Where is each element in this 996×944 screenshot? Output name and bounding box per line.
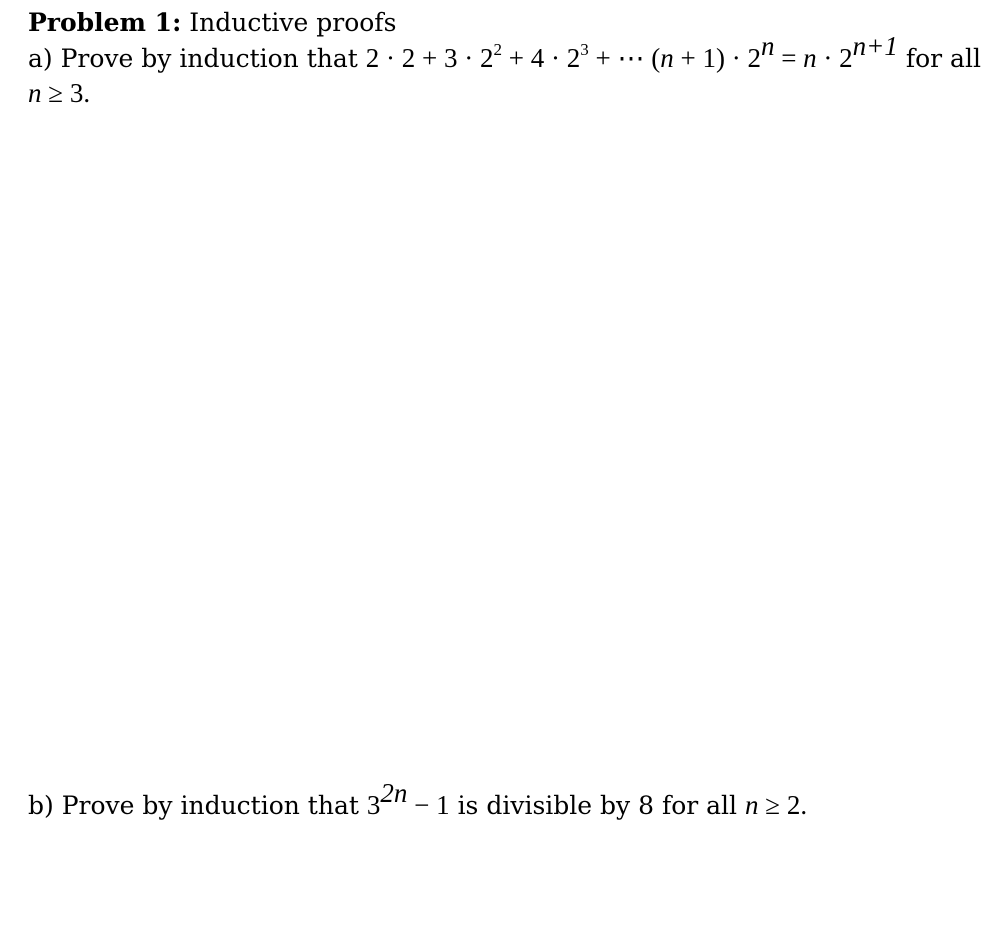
part-a-statement xyxy=(28,31,981,74)
problem-heading xyxy=(28,8,396,38)
part-a-label: a) Prove by induction that xyxy=(28,44,358,73)
problem-title: Inductive proofs xyxy=(189,8,397,37)
part-a-answer-space xyxy=(28,118,968,778)
part-b-label: b) Prove by induction that xyxy=(28,791,359,820)
part-b-middle: is divisible by 8 for all xyxy=(457,791,738,820)
ellipsis: ⋯ xyxy=(617,43,645,73)
problem-number: Problem 1: xyxy=(28,8,182,37)
part-b-statement: b) Prove by induction that $3^{2n} - 1$ is divisible by 8 for all n ≥ 2. xyxy=(28,778,808,820)
part-a-term-1: $2 \cdot 2 + 3 \cdot 2^2 + 4 \cdot 2^3$ + ⋯ $(n + 1) \cdot 2^n = n \cdot 2^{n+1}$ xyxy=(365,31,898,73)
part-a-condition: n ≥ 3. xyxy=(28,78,91,108)
part-b-expression: $3^{2n} - 1$ xyxy=(366,778,450,820)
part-a-suffix: for all xyxy=(905,44,981,73)
part-b-answer-space xyxy=(28,830,968,940)
